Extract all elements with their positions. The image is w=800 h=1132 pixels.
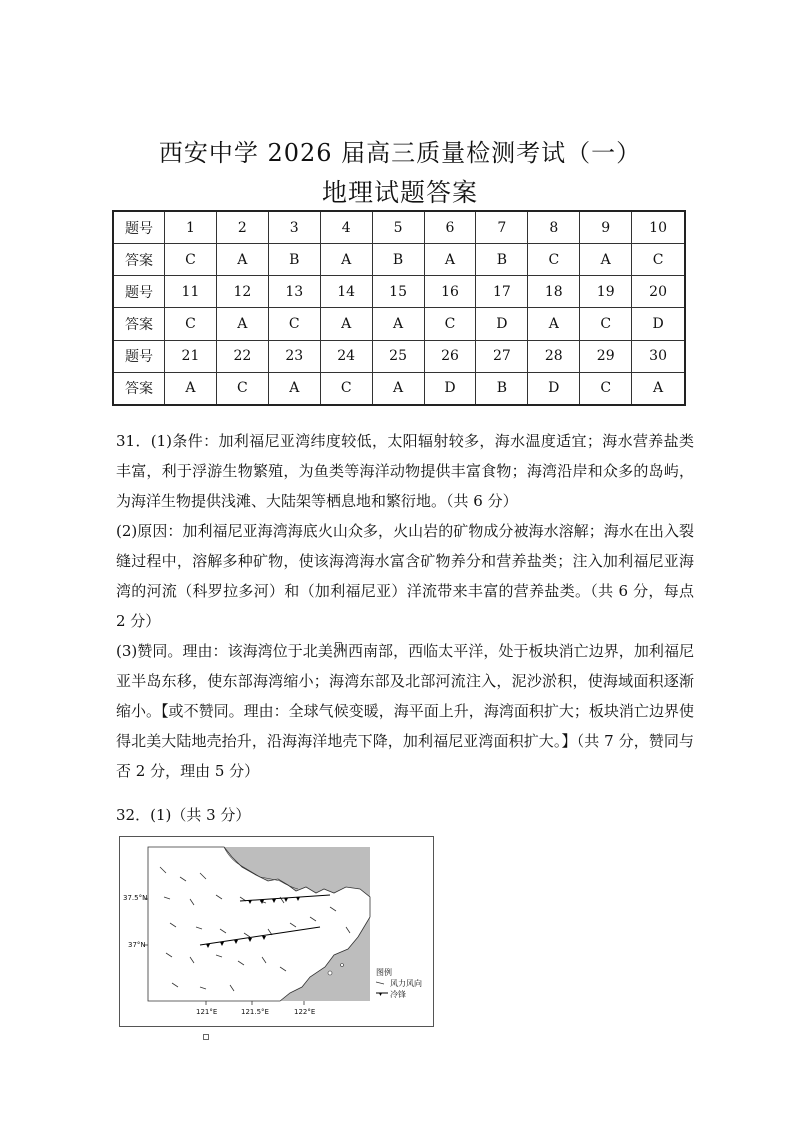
table-cell: A (216, 308, 268, 340)
lat-label-1: 37.5°N (123, 894, 148, 902)
table-cell: B (476, 244, 528, 276)
table-cell: A (580, 244, 632, 276)
table-cell: 15 (372, 276, 424, 308)
table-cell: 25 (372, 340, 424, 372)
table-cell: C (424, 308, 476, 340)
marker-square (335, 642, 342, 649)
table-cell: 14 (320, 276, 372, 308)
table-cell: A (268, 372, 320, 405)
table-cell: C (580, 308, 632, 340)
answer-title: 地理试题答案 (321, 178, 478, 207)
table-cell: 3 (268, 211, 320, 244)
table-cell: A (372, 372, 424, 405)
answer-table (112, 210, 686, 406)
q31-part3: (3)赞同。理由：该海湾位于北美洲西南部，西临太平洋，处于板块消亡边界，加利福尼亚半岛东移，使东部海湾缩小；海湾东部及北部河流注入，泥沙淤积，使海域面积逐渐缩小。【或不赞同。理由：全球气候变暖，海平面上升，海湾面积扩大；板块消亡边界使得北美大陆地壳抬升，沿海海洋地壳下降，加利福尼亚湾面积扩大。】（共 7 分，赞同与否 2 分，理由 5 分） (116, 642, 694, 780)
table-cell: 11 (165, 276, 217, 308)
table-cell: 12 (216, 276, 268, 308)
table-row (113, 244, 685, 276)
legend-front: 冷锋 (390, 990, 406, 999)
lat-label-2: 37°N (128, 941, 146, 949)
table-cell: A (216, 244, 268, 276)
legend-wind: 风力风向 (390, 979, 422, 988)
lon-label-1: 121°E (196, 1008, 218, 1016)
table-cell: C (268, 308, 320, 340)
map-drawing (120, 837, 433, 1026)
table-cell: 26 (424, 340, 476, 372)
table-cell: 28 (528, 340, 580, 372)
table-cell: C (165, 308, 217, 340)
table-cell: 7 (476, 211, 528, 244)
table-cell: 21 (165, 340, 217, 372)
table-cell: 30 (632, 340, 685, 372)
table-cell: D (632, 308, 685, 340)
table-cell: 5 (372, 211, 424, 244)
row-label: 答案 (113, 372, 165, 405)
table-cell: C (320, 372, 372, 405)
lon-label-3: 122°E (294, 1008, 316, 1016)
row-label: 题号 (113, 211, 165, 244)
table-cell: 13 (268, 276, 320, 308)
table-cell: C (580, 372, 632, 405)
table-cell: 23 (268, 340, 320, 372)
row-label: 题号 (113, 340, 165, 372)
table-cell: 8 (528, 211, 580, 244)
table-cell: 16 (424, 276, 476, 308)
exam-title: 西安中学 2026 届高三质量检测考试（一） (158, 139, 642, 167)
table-cell: D (476, 308, 528, 340)
table-cell: B (372, 244, 424, 276)
table-row (113, 372, 685, 405)
table-row (113, 308, 685, 340)
table-cell: A (528, 308, 580, 340)
table-cell: C (216, 372, 268, 405)
lon-label-2: 121.5°E (241, 1008, 269, 1016)
table-cell: 24 (320, 340, 372, 372)
table-cell: A (320, 308, 372, 340)
row-label: 答案 (113, 308, 165, 340)
table-cell: 2 (216, 211, 268, 244)
table-cell: 10 (632, 211, 685, 244)
table-cell: B (268, 244, 320, 276)
table-cell: C (165, 244, 217, 276)
q32-part1: 32．(1)（共 3 分） (116, 806, 251, 824)
table-cell: A (165, 372, 217, 405)
table-cell: 19 (580, 276, 632, 308)
table-cell: A (424, 244, 476, 276)
table-cell: 6 (424, 211, 476, 244)
legend-title: 图例 (376, 968, 392, 977)
table-row (113, 276, 685, 308)
question-31 (116, 426, 694, 786)
marker-square-bottom (203, 1034, 209, 1040)
table-cell: 18 (528, 276, 580, 308)
table-cell: 20 (632, 276, 685, 308)
question-32 (116, 800, 694, 830)
table-row (113, 340, 685, 372)
table-row (113, 211, 685, 244)
table-cell: 17 (476, 276, 528, 308)
table-cell: B (476, 372, 528, 405)
table-cell: 22 (216, 340, 268, 372)
table-cell: D (528, 372, 580, 405)
table-cell: D (424, 372, 476, 405)
row-label: 题号 (113, 276, 165, 308)
table-cell: A (372, 308, 424, 340)
table-cell: 27 (476, 340, 528, 372)
map-figure (119, 836, 434, 1027)
table-cell: C (632, 244, 685, 276)
q31-part2: (2)原因：加利福尼亚海湾海底火山众多，火山岩的矿物成分被海水溶解；海水在出入裂缝过程中，溶解多种矿物，使该海湾海水富含矿物养分和营养盐类；注入加利福尼亚海湾的河流（科罗拉多河）和（加利福尼亚）洋流带来丰富的营养盐类。（共 6 分，每点 2 分） (116, 522, 694, 630)
row-label: 答案 (113, 244, 165, 276)
table-cell: 9 (580, 211, 632, 244)
q31-part1: 31．(1)条件：加利福尼亚湾纬度较低，太阳辐射较多，海水温度适宜；海水营养盐类丰富，利于浮游生物繁殖，为鱼类等海洋动物提供丰富食物；海湾沿岸和众多的岛屿，为海洋生物提供浅滩、大陆架等栖息地和繁衍地。（共 6 分） (116, 432, 694, 510)
table-cell: 1 (165, 211, 217, 244)
table-cell: 29 (580, 340, 632, 372)
table-cell: A (632, 372, 685, 405)
table-cell: 4 (320, 211, 372, 244)
table-cell: A (320, 244, 372, 276)
table-cell: C (528, 244, 580, 276)
